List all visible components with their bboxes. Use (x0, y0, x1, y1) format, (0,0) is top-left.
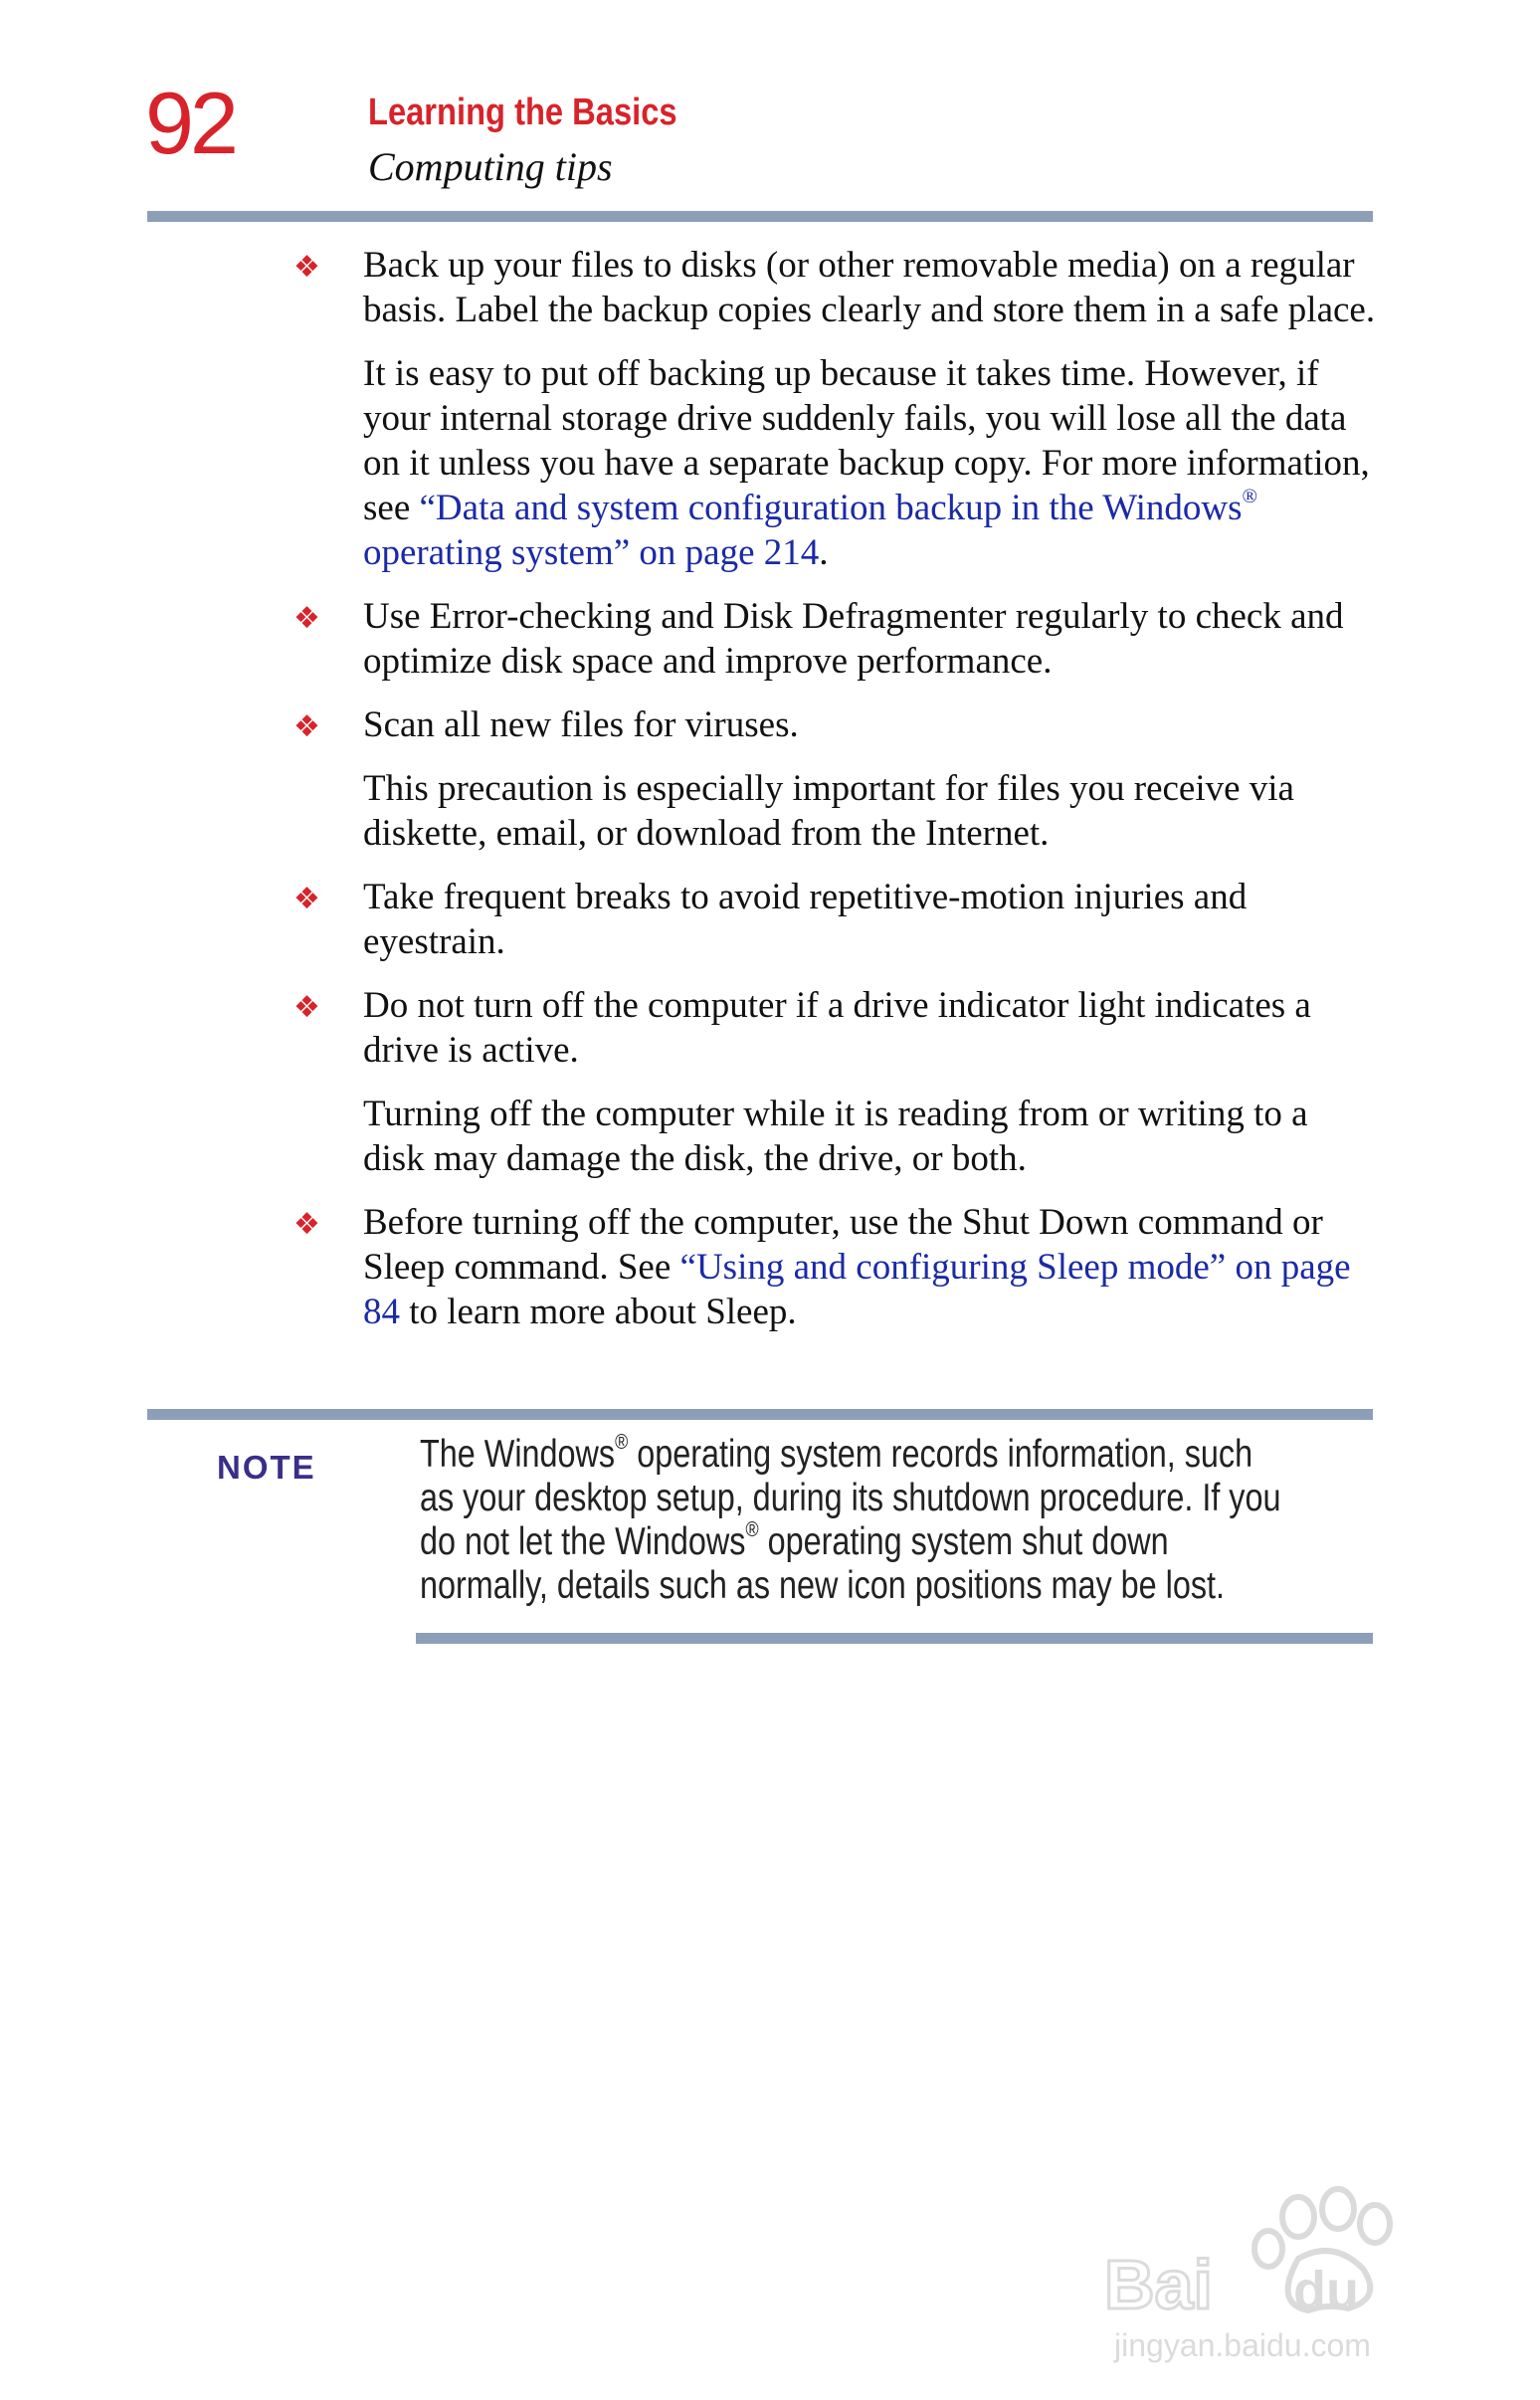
note-bottom-divider (416, 1633, 1373, 1644)
tip-text: Before turning off the computer, use the Shut Down command or Sleep command. See “Using and configuring Sleep mode” on page 84 to learn more about Sleep. (363, 1202, 1351, 1332)
sleep-mode-link[interactable]: “Using and configuring Sleep mode” on page 84 (363, 1247, 1351, 1332)
tip-text: Scan all new files for viruses. (363, 704, 799, 745)
svg-text:jingyan.baidu.com: jingyan.baidu.com (1114, 2327, 1371, 2363)
list-item (293, 243, 1378, 575)
tips-list (293, 243, 1378, 1353)
watermark-logo-icon (1094, 2179, 1472, 2368)
list-item (293, 983, 1378, 1181)
page-number: 92 (145, 74, 235, 172)
tip-text: Back up your files to disks (or other removable media) on a regular basis. Label the backup copies clearly and store them in a safe place. (363, 245, 1376, 330)
tip-detail: Turning off the computer while it is reading from or writing to a disk may damage the disk, the drive, or both. (363, 1094, 1308, 1179)
tip-detail: This precaution is especially important for files you receive via diskette, email, or download from the Internet. (363, 768, 1294, 854)
tip-text: Take frequent breaks to avoid repetitive-motion injuries and eyestrain. (363, 877, 1248, 962)
svg-text:Bai: Bai (1104, 2246, 1213, 2323)
diamond-bullet-icon: ❖ (293, 990, 320, 1025)
diamond-bullet-icon: ❖ (293, 1207, 320, 1242)
diamond-bullet-icon: ❖ (293, 250, 320, 285)
list-item (293, 594, 1378, 684)
note-top-divider (147, 1409, 1373, 1420)
list-item (293, 702, 1378, 856)
chapter-title: Learning the Basics (368, 92, 677, 133)
tip-text: Use Error-checking and Disk Defragmenter regularly to check and optimize disk space and improve performance. (363, 596, 1344, 682)
list-item (293, 875, 1378, 964)
backup-link[interactable]: “Data and system configuration backup in the Windows® operating system” on page 214 (363, 485, 1258, 573)
svg-text:du: du (1293, 2261, 1359, 2320)
list-item (293, 1200, 1378, 1334)
diamond-bullet-icon: ❖ (293, 601, 320, 636)
note-text: The Windows® operating system records information, such as your desktop setup, during its shutdown procedure. If you do not let the Windows® operating system shut down normally, details such as new icon positions may be lost. (420, 1429, 1281, 1607)
note-label: NOTE (217, 1449, 316, 1486)
detail-text: It is easy to put off backing up because it takes time. However, if your internal storage drive suddenly fails, you will lose all the data on it unless you have a separate backup copy. For more information, see (363, 353, 1370, 528)
section-title: Computing tips (368, 144, 613, 189)
diamond-bullet-icon: ❖ (293, 882, 320, 916)
diamond-bullet-icon: ❖ (293, 709, 320, 744)
header-divider (147, 211, 1373, 222)
tip-text: Do not turn off the computer if a drive indicator light indicates a drive is active. (363, 985, 1311, 1071)
tip-detail: It is easy to put off backing up because it takes time. However, if your internal storage drive suddenly fails, you will lose all the data on it unless you have a separate backup copy. For more information, see “Data and system configuration backup in the Windows® operating system” on page 214. (363, 353, 1370, 573)
